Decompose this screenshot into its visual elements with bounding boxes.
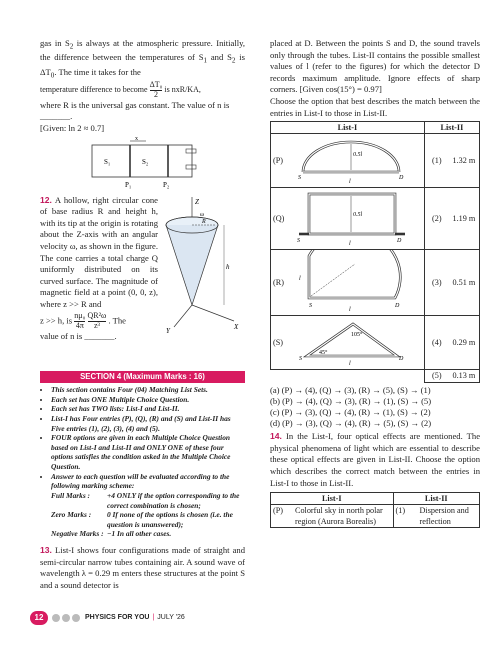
fig-label-x: x [135,135,138,142]
marking-row: Full Marks : +4 ONLY if the option corresponding to the correct combination is chosen; [51,490,240,510]
svg-text:D: D [395,303,400,310]
question-14 [270,431,480,489]
temperature-line: temperature difference to become $\frac{\text{ΔT₀}}{2}$ is nxR/KA, [40,80,201,99]
svg-text:S: S [299,356,302,363]
fig-label-p1: P₁ [125,180,132,189]
list-2-header: List-II [393,493,480,505]
svg-text:D: D [399,175,404,182]
list-table-q13 [270,121,480,382]
instructions-list [40,385,245,491]
svg-text:l: l [349,179,351,185]
cone-label-y: Y [166,326,170,335]
svg-text:105°: 105° [351,332,363,339]
dot-icon [52,614,60,622]
table-row: (Q) 0.5l S D l (2) 1.19 m [271,188,480,250]
cone-label-omega: ω [200,211,204,218]
issue-month: JULY '26 [157,614,185,622]
fig-q-rectangle [295,188,407,246]
option-c[interactable]: (c) (P) → (3), (Q) → (4), (R) → (1), (S) → (2) [270,406,431,417]
svg-text:l: l [349,361,351,367]
q12-text: A hollow, right circular cone of base radius R and height h, with its tip at the origin is rotating about the Z-axis with an angular velocity ω, as shown in the figure. The cone carries a total charge Q uniformly distributed on its curved surface. The magnitude of magnetic field at a point (0, 0, z), where z >> R and [40,194,158,309]
svg-text:0.5l: 0.5l [353,152,363,159]
left-column [40,38,245,591]
given-ln2: [Given: ln 2 ≈ 0.7] [40,122,105,133]
dot-icon [62,614,70,622]
delta-t-fraction: $\frac{\text{ΔT₀}}{2}$ [149,80,163,99]
right-column [270,38,480,528]
svg-text:0.5l: 0.5l [353,212,363,219]
table-row: (P) 0.5l S D l (1) 1.32 m [271,134,480,188]
fig-label-s1: S₁ [104,157,111,166]
list-1-header: List-I [271,493,394,505]
table-row: (S) 105° 45° S D l (4) 0.29 m [271,316,480,370]
instruction-item: • List-I has Four entries (P), (Q), (R) and (S) and List-II has Five entries (1), (2), (3), (4) and (5). [51,414,245,433]
cone-label-x: X [234,322,239,331]
cone-figure [162,195,244,335]
q13-number: 13. [40,545,52,556]
instruction-item: • This section contains Four (04) Matching List Sets. [51,385,245,395]
svg-text:l: l [349,307,351,313]
svg-text:S: S [298,175,301,182]
fig-p-semicircle [295,134,407,184]
table-row: (P) Colorful sky in north polar region (Aurora Borealis) (1) Dispersion and reflection [271,505,480,528]
q12-value-line: value of n is _______. [40,331,117,342]
magazine-title: PHYSICS FOR YOU [85,614,150,622]
svg-text:D: D [399,356,404,363]
gas-paragraph-end: where R is the universal gas constant. The value of n is _______. [40,99,230,122]
fig-label-p2: P₂ [163,180,170,189]
q12-frac2: $\frac{\text{QR²ω}}{\text{z³}}$ [87,311,107,331]
fig-label-s2: S₂ [142,157,149,166]
q14-text: In the List-I, four optical effects are mentioned. The physical phenomena of light which are essential to describe these optical effects are given in List-II. Choose the option which describes the correct match between the entries in List-I to those in List-II. [270,431,481,488]
cone-label-h: h [226,262,230,271]
instruction-item: • FOUR options are given in each Multiple Choice Question based on List-I and List-II and ONLY ONE of these four options satisfies the condition asked in the Multiple Choice Question. [51,433,245,472]
marking-row: Zero Marks : 0 If none of the options is chosen (i.e. the question is unanswered); [51,510,233,529]
q12-formula-line: z >> h, is $\frac{\text{nμ₀}}{4\pi}$ $\frac{\text{QR²ω}}{\text{z³}}$ . The [40,311,126,331]
list-1-header: List-I [271,122,425,134]
question-12 [40,195,245,367]
list-2-header: List-II [424,122,479,134]
q13-continuation: placed at D. Between the points S and D, the sound travels only through the tubes. List-II contains the possible smallest values of l (refer to the figures) for which the detector D records maximum amplitude. Ignore effects of sharp corners. [Given cos(15°) = 0.97] [270,38,480,95]
q13-text: List-I shows four configurations made of straight and semi-circular narrow tubes containing air. A sound wave of wavelength λ = 0.29 m enters these structures at the point S and a sound detector is [40,545,245,590]
cone-label-r: R [202,218,206,225]
gas-paragraph: gas in $S_2$ is always at the atmospheric pressure. Initially, the difference between the temperatures of $S_1$ and $S_2$ is $\Delta T_0$. The time it takes for the [40,38,246,80]
svg-text:l: l [349,241,351,247]
cylinder-figure [90,135,200,191]
table-row: (R) l S D l (3) 0.51 m [271,250,480,316]
marking-scheme [40,491,245,539]
table-header-row [271,493,480,505]
footer-separator: | [152,614,155,622]
option-a[interactable]: (a) (P) → (4), (Q) → (3), (R) → (5), (S) → (1) [270,384,431,395]
q14-number: 14. [270,431,282,442]
instruction-item: • Each set has ONE Multiple Choice Question. [51,395,245,405]
option-d[interactable]: (d) (P) → (3), (Q) → (4), (R) → (5), (S) → (2) [270,418,432,429]
fig-r-arc [295,250,407,312]
instruction-item: • Answer to each question will be evaluated according to the following marking scheme: [51,472,245,491]
q13-options [270,385,480,430]
marking-row: Negative Marks : −1 In all other cases. [51,529,172,539]
svg-text:S: S [297,238,300,245]
dot-icon [72,614,80,622]
q12-frac1: $\frac{\text{nμ₀}}{4\pi}$ [74,311,86,331]
table-row: (5) 0.13 m [271,370,480,382]
section-4-heading: SECTION 4 (Maximum Marks : 16) [40,371,245,384]
svg-text:45°: 45° [319,350,328,357]
page-number: 12 [30,611,48,625]
list-table-q14 [270,492,480,528]
option-b[interactable]: (b) (P) → (4), (Q) → (3), (R) → (1), (S) → (5) [270,395,432,406]
page-footer [30,611,185,625]
instruction-item: • Each set has TWO lists: List-I and List-II. [51,404,245,414]
question-13 [40,545,245,591]
svg-text:l: l [299,276,301,283]
fig-s-triangle [295,316,407,366]
cone-label-z: Z [195,197,199,206]
q12-number: 12. [40,194,52,205]
q13-choose: Choose the option that best describes the match between the entries in List-I to those in List-II. [270,95,480,118]
table-header-row [271,122,480,134]
svg-text:S: S [309,303,312,310]
svg-text:D: D [397,238,402,245]
